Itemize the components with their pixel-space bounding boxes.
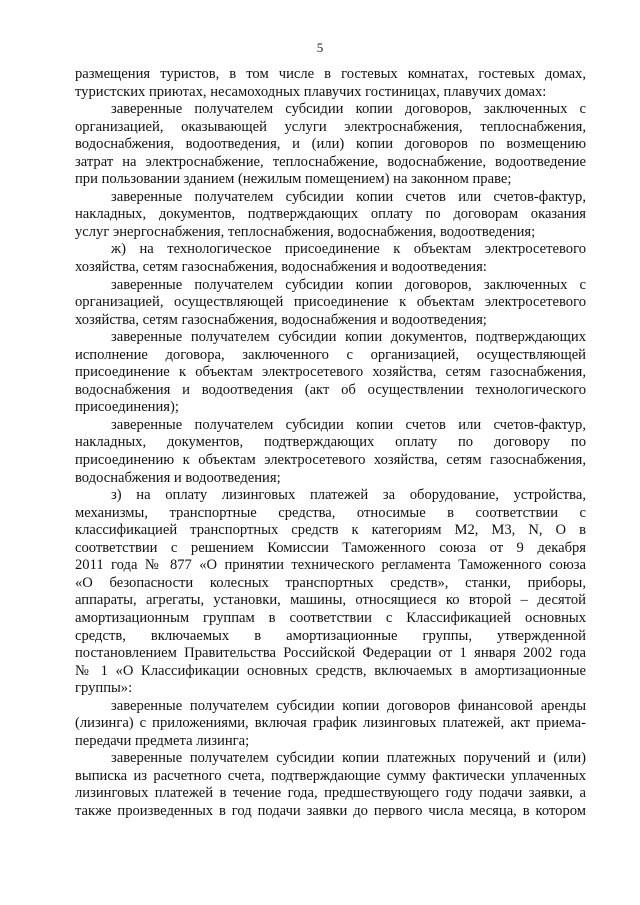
- text-line: классификацией транспортных средств к категориям M2, M3, N, O в: [75, 522, 586, 539]
- paragraph: [75, 698, 586, 751]
- text-line: выписка из расчетного счета, подтверждающие сумму фактически уплаченных: [75, 767, 586, 784]
- document-body: [75, 66, 586, 821]
- text-line: № 1 «О Классификации основных средств, включаемых в амортизационные: [75, 662, 586, 679]
- paragraph: [75, 329, 586, 417]
- text-line: передачи предмета лизинга;: [75, 732, 250, 749]
- text-line: заверенные получателем субсидии копии договоров финансовой аренды: [111, 697, 586, 714]
- text-line: лизинговых платежей в течение года, предшествующего году подачи заявки, а: [75, 785, 586, 802]
- text-line: накладных, документов, подтверждающих оплату по договору по: [75, 434, 586, 451]
- paragraph: [75, 101, 586, 189]
- text-line: группы»:: [75, 680, 133, 697]
- text-line: хозяйства, сетям газоснабжения, водоснабжения и водоотведения;: [75, 311, 487, 328]
- text-line: хозяйства, сетям газоснабжения, водоснабжения и водоотведения:: [75, 259, 487, 276]
- page-number: 5: [316, 40, 324, 55]
- text-line: присоединению к объектам электросетевого хозяйства, сетям газоснабжения,: [75, 452, 586, 469]
- paragraph: [75, 66, 586, 101]
- text-line: механизмы, транспортные средства, относимые в соответствии с: [75, 504, 586, 521]
- text-line: заверенные получателем субсидии копии счетов или счетов-фактур,: [111, 416, 586, 433]
- text-line: присоединения);: [75, 399, 179, 416]
- text-line: заверенные получателем субсидии копии платежных поручений и (или): [111, 750, 586, 767]
- text-line: заверенные получателем субсидии копии договоров, заключенных с: [111, 276, 586, 293]
- text-line: при пользовании зданием (нежилым помещением) на законном праве;: [75, 171, 512, 188]
- text-line: (лизинга) с приложениями, включая график лизинговых платежей, акт приема-: [75, 715, 586, 732]
- text-line: услуг энергоснабжения, теплоснабжения, водоснабжения, водоотведения;: [75, 223, 536, 240]
- text-line: заверенные получателем субсидии копии счетов или счетов-фактур,: [111, 188, 586, 205]
- text-line: заверенные получателем субсидии копии документов, подтверждающих: [111, 329, 586, 346]
- text-line: 2011 года № 877 «О принятии технического регламента Таможенного союза: [75, 557, 586, 574]
- paragraph: [75, 417, 586, 487]
- text-line: присоединение к объектам электросетевого хозяйства, сетям газоснабжения,: [75, 364, 586, 381]
- paragraph: [75, 189, 586, 242]
- text-line: соответствии с решением Комиссии Таможенного союза от 9 декабря: [75, 539, 586, 556]
- text-line: организацией, осуществляющей присоединение к объектам электросетевого: [75, 294, 586, 311]
- text-line: з) на оплату лизинговых платежей за оборудование, устройства,: [111, 487, 586, 504]
- text-line: «О безопасности колесных транспортных средств», станки, приборы,: [75, 574, 586, 591]
- paragraph: [75, 487, 586, 698]
- text-line: накладных, документов, подтверждающих оплату по договорам оказания: [75, 206, 586, 223]
- text-line: исполнение договора, заключенного с организацией, осуществляющей: [75, 346, 586, 363]
- text-line: водоснабжения, водоотведения, и (или) копии договоров по возмещению: [75, 136, 586, 153]
- text-line: водоснабжения и водоотведения (акт об осуществлении технологического: [75, 381, 586, 398]
- text-line: заверенные получателем субсидии копии договоров, заключенных с: [111, 101, 586, 118]
- text-line: также произведенных в год подачи заявки до первого числа месяца, в котором: [75, 802, 586, 819]
- text-line: затрат на электроснабжение, теплоснабжение, водоснабжение, водоотведение: [75, 153, 586, 170]
- text-line: туристских приютах, несамоходных плавучих гостиницах, плавучих домах:: [75, 83, 547, 100]
- text-line: ж) на технологическое присоединение к объектам электросетевого: [111, 241, 586, 258]
- text-line: аппараты, агрегаты, установки, машины, относящиеся ко второй – десятой: [75, 592, 586, 609]
- text-line: размещения туристов, в том числе в гостевых комнатах, гостевых домах,: [75, 66, 586, 82]
- text-line: организацией, оказывающей услуги электроснабжения, теплоснабжения,: [75, 118, 586, 135]
- text-line: средств, включаемых в амортизационные группы, утвержденной: [75, 627, 586, 644]
- text-line: амортизационным группам в соответствии с Классификацией основных: [75, 609, 586, 626]
- paragraph: [75, 750, 586, 820]
- text-line: водоснабжения и водоотведения;: [75, 469, 281, 486]
- text-line: постановлением Правительства Российской Федерации от 1 января 2002 года: [75, 645, 586, 662]
- paragraph: [75, 241, 586, 276]
- paragraph: [75, 277, 586, 330]
